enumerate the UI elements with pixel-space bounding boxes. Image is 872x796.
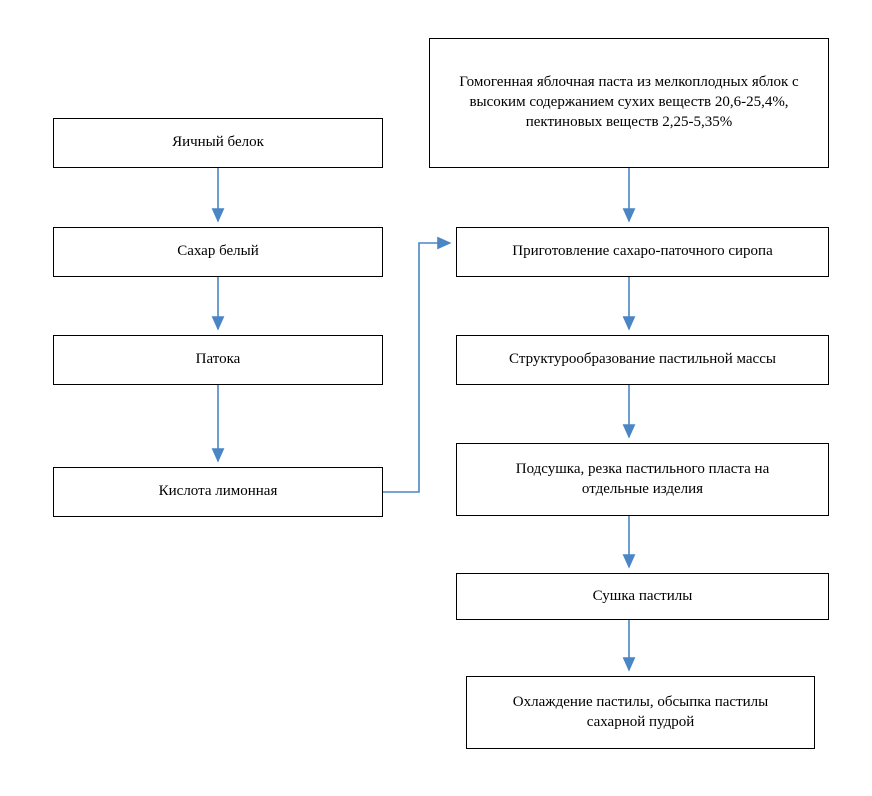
node-drying[interactable] [456, 573, 829, 620]
node-citric-acid-label: Кислота лимонная [158, 483, 278, 500]
node-molasses[interactable] [53, 335, 383, 385]
node-egg-white[interactable] [53, 118, 383, 168]
node-drying-label: Сушка пастилы [592, 587, 693, 604]
node-predrying-cutting[interactable] [456, 443, 829, 516]
node-white-sugar-label: Сахар белый [177, 243, 259, 260]
node-apple-paste[interactable] [429, 38, 829, 168]
node-apple-paste-label: Гомогенная яблочная паста из мелкоплодных яблок с высоким содержанием сухих веществ 20,6-25,4%, пектиновых веществ 2,25-5,35% [459, 74, 799, 130]
node-cooling-powdering[interactable] [466, 676, 815, 749]
arrow-citric-acid-to-syrup-preparation [383, 243, 450, 492]
node-structure-forming-label: Структурообразование пастильной массы [509, 351, 776, 368]
node-predrying-cutting-label: Подсушка, резка пастильного пласта на отдельные изделия [515, 460, 770, 497]
node-citric-acid[interactable] [53, 467, 383, 517]
node-white-sugar[interactable] [53, 227, 383, 277]
node-cooling-powdering-label: Охлаждение пастилы, обсыпка пастилы сахарной пудрой [512, 693, 769, 730]
node-structure-forming[interactable] [456, 335, 829, 385]
node-egg-white-label: Яичный белок [172, 134, 264, 151]
node-syrup-preparation-label: Приготовление сахаро-паточного сиропа [512, 243, 773, 260]
node-molasses-label: Патока [195, 351, 241, 368]
node-syrup-preparation[interactable] [456, 227, 829, 277]
